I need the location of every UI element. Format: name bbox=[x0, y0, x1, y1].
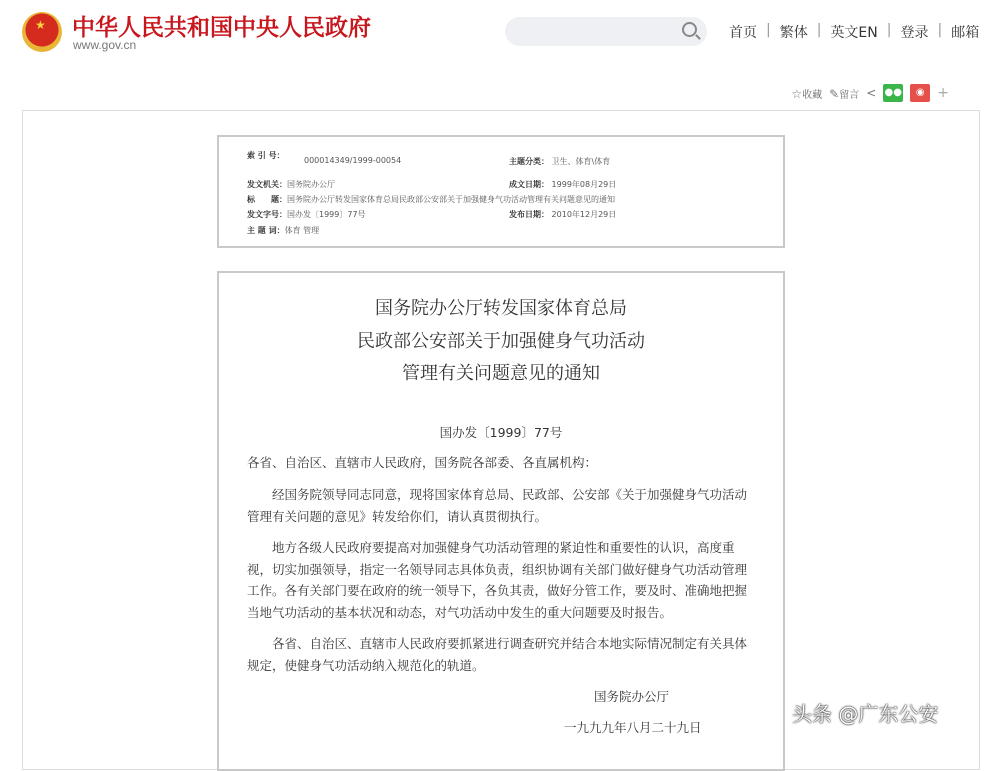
document-metadata bbox=[217, 135, 785, 248]
watermark: 头条 @广东公安 bbox=[792, 702, 939, 726]
national-emblem-logo[interactable] bbox=[22, 12, 62, 52]
share-bar bbox=[791, 84, 949, 102]
wechat-icon[interactable]: ●● bbox=[883, 84, 903, 102]
nav-login[interactable]: 登录 bbox=[900, 25, 929, 41]
star-icon: ☆ bbox=[791, 86, 803, 101]
favorite-button[interactable]: ☆收藏 bbox=[791, 86, 823, 101]
category-value: 卫生、体育\体育 bbox=[551, 157, 611, 166]
issuer-value: 国务院办公厅 bbox=[287, 180, 335, 189]
doc-title-line: 民政部公安部关于加强健身气功活动 bbox=[357, 331, 645, 352]
site-title[interactable]: 中华人民共和国中央人民政府 bbox=[72, 15, 371, 41]
title-label: 标 题： bbox=[247, 195, 287, 204]
doc-title-line: 管理有关问题意见的通知 bbox=[402, 363, 600, 384]
document-body bbox=[217, 271, 785, 771]
plus-icon[interactable]: + bbox=[937, 85, 949, 101]
index-label: 索 引 号： bbox=[247, 151, 285, 160]
recipients: 各省、自治区、直辖市人民政府，国务院各部委、各直属机构： bbox=[247, 455, 598, 470]
nav-home[interactable]: 首页 bbox=[729, 25, 757, 41]
doc-number: 国办发〔1999〕77号 bbox=[439, 425, 563, 440]
pub-date-label: 发布日期： bbox=[509, 210, 549, 219]
search-icon[interactable] bbox=[682, 22, 697, 37]
star-icon: ★ bbox=[35, 18, 46, 32]
site-url: www.gov.cn bbox=[73, 38, 137, 52]
doc-title-line: 国务院办公厅转发国家体育总局 bbox=[375, 298, 627, 319]
date-value: 1999年08月29日 bbox=[551, 180, 617, 189]
paragraph: 地方各级人民政府要提高对加强健身气功活动管理的紧迫性和重要性的认识，高度重视，切实加强领导，指定一名领导同志具体负责，组织协调有关部门做好健身气功活动管理工作。各有关部门要在政府的统一领导下，各负其责，做好分管工作，要及时、准确地把握当地气功活动的基本状况和动态，对气功活动中发生的重大问题要及时报告。 bbox=[247, 540, 748, 620]
nav-english[interactable]: 英文EN bbox=[830, 25, 878, 41]
issuer-label: 发文机关： bbox=[247, 180, 287, 189]
title-value: 国务院办公厅转发国家体育总局民政部公安部关于加强健身气功活动管理有关问题意见的通知 bbox=[287, 195, 615, 204]
search-input[interactable] bbox=[505, 17, 707, 46]
site-header bbox=[0, 0, 995, 62]
paragraph: 经国务院领导同志同意，现将国家体育总局、民政部、公安部《关于加强健身气功活动管理有关问题的意见》转发给你们，请认真贯彻执行。 bbox=[247, 487, 748, 524]
comment-button[interactable]: ✎留言 bbox=[829, 86, 860, 101]
index-value: 000014349/1999-00054 bbox=[304, 156, 402, 165]
weibo-icon[interactable]: ◉ bbox=[910, 84, 930, 102]
nav-traditional[interactable]: 繁体 bbox=[779, 25, 808, 41]
docno-value: 国办发〔1999〕77号 bbox=[287, 210, 366, 219]
pencil-icon: ✎ bbox=[829, 86, 840, 101]
signer: 国务院办公厅 bbox=[594, 689, 670, 704]
top-nav: 首页 | 繁体 | 英文EN | 登录 | 邮箱 bbox=[729, 22, 980, 41]
share-icon[interactable]: < bbox=[866, 86, 877, 100]
sign-date: 一九九九年八月二十九日 bbox=[564, 720, 702, 735]
paragraph: 各省、自治区、直辖市人民政府要抓紧进行调查研究并结合本地实际情况制定有关具体规定，使健身气功活动纳入规范化的轨道。 bbox=[247, 636, 748, 673]
keywords-label: 主 题 词： bbox=[247, 226, 285, 235]
nav-mail[interactable]: 邮箱 bbox=[951, 25, 980, 41]
keywords-value: 体育 管理 bbox=[284, 226, 320, 235]
category-label: 主题分类： bbox=[509, 157, 549, 166]
docno-label: 发文字号： bbox=[247, 210, 287, 219]
date-label: 成文日期： bbox=[509, 180, 549, 189]
pub-date-value: 2010年12月29日 bbox=[551, 210, 617, 219]
